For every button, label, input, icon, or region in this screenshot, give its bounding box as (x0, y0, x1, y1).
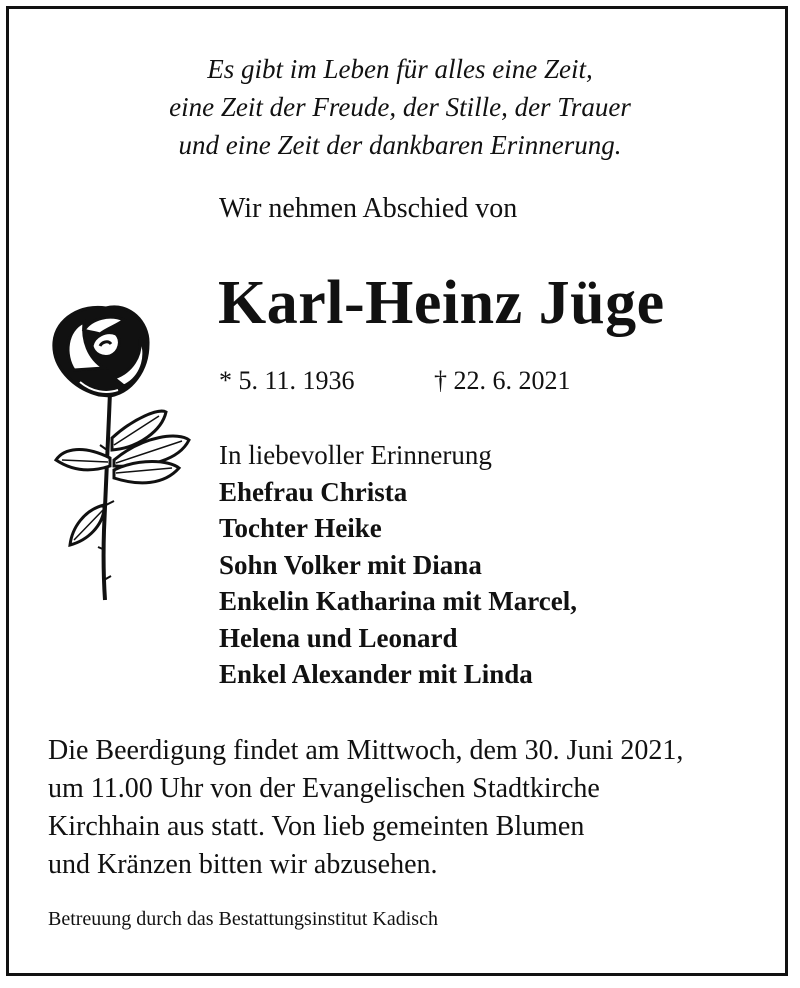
farewell-intro: Wir nehmen Abschied von (219, 193, 518, 224)
deceased-name: Karl-Heinz Jüge (218, 269, 665, 337)
life-dates (219, 366, 571, 396)
funeral-line: und Kränzen bitten wir abzusehen. (48, 849, 438, 880)
funeral-line: um 11.00 Uhr von der Evangelischen Stadtkirche (48, 773, 600, 804)
family-member: Tochter Heike (219, 513, 382, 543)
motto-verse (0, 50, 800, 164)
motto-line: eine Zeit der Freude, der Stille, der Trauer (169, 92, 631, 122)
funeral-home-credit: Betreuung durch das Bestattungsinstitut Kadisch (48, 908, 438, 930)
family-member: Helena und Leonard (219, 622, 458, 653)
motto-line: Es gibt im Leben für alles eine Zeit, (207, 54, 593, 84)
motto-line: und eine Zeit der dankbaren Erinnerung. (178, 130, 622, 160)
family-member: Enkelin Katharina mit Marcel, (219, 586, 577, 616)
family-list (219, 437, 577, 693)
family-member: Sohn Volker mit Diana (219, 549, 482, 580)
funeral-line: Kirchhain aus statt. Von lieb gemeinten Blumen (48, 811, 585, 842)
death-date: † 22. 6. 2021 (434, 366, 571, 395)
family-member: Ehefrau Christa (219, 476, 408, 507)
family-member: Enkel Alexander mit Linda (219, 659, 533, 689)
funeral-line: Die Beerdigung findet am Mittwoch, dem 30. Juni 2021, (48, 735, 684, 766)
birth-date: * 5. 11. 1936 (219, 366, 355, 395)
funeral-info (48, 732, 683, 884)
family-heading: In liebevoller Erinnerung (219, 440, 492, 470)
rose-icon (44, 300, 204, 605)
